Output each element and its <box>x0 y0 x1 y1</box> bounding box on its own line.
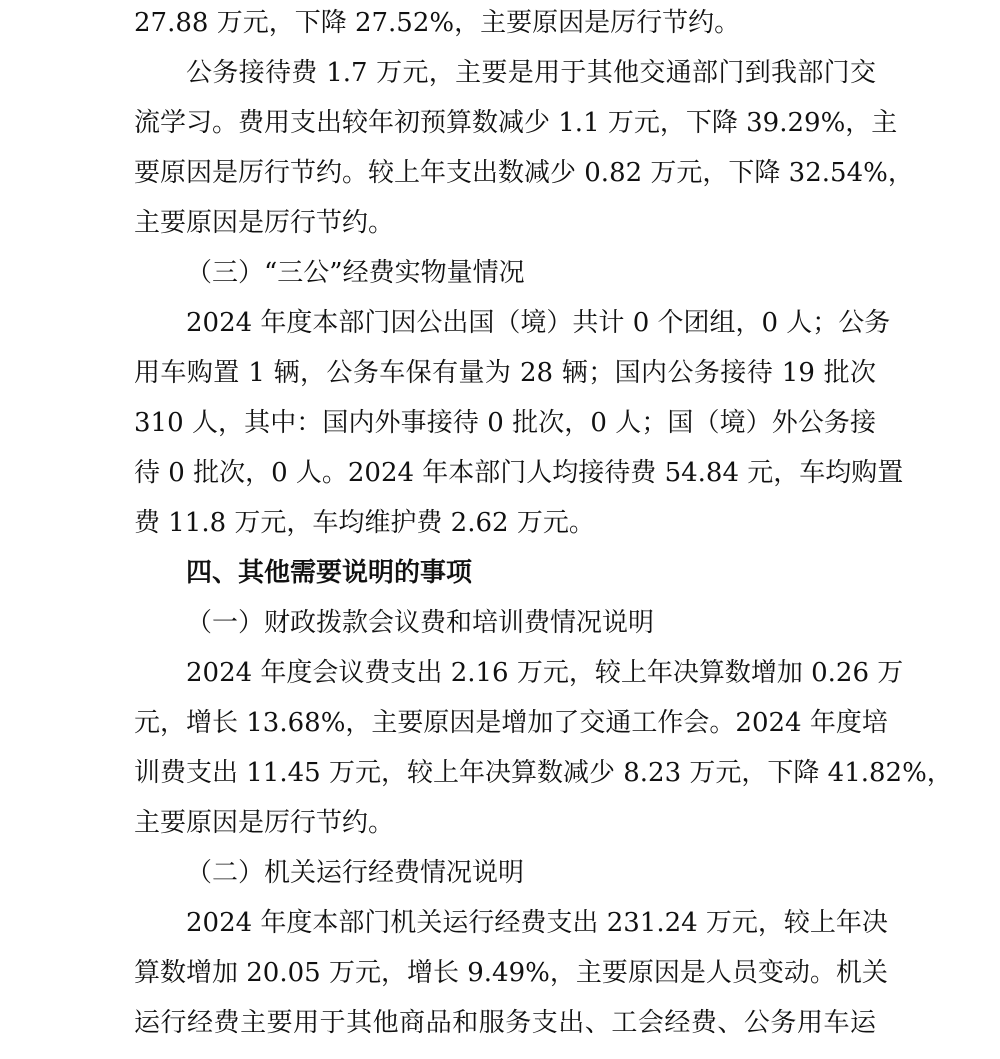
section-heading: （二）机关运行经费情况说明 <box>186 858 525 888</box>
paragraph-line: 流学习。费用支出较年初预算数减少 1.1 万元，下降 39.29%，主 <box>134 108 898 138</box>
paragraph-line: 2024 年度本部门因公出国（境）共计 0 个团组，0 人；公务 <box>186 308 891 338</box>
paragraph-line: 要原因是厉行节约。较上年支出数减少 0.82 万元，下降 32.54%， <box>134 158 914 188</box>
paragraph-line: 2024 年度本部门机关运行经费支出 231.24 万元，较上年决 <box>186 908 888 938</box>
paragraph-line: 主要原因是厉行节约。 <box>134 208 395 238</box>
section-heading: （三）“三公”经费实物量情况 <box>186 258 525 288</box>
paragraph-line: 训费支出 11.45 万元，较上年决算数减少 8.23 万元，下降 41.82%， <box>134 758 953 788</box>
paragraph-line: 公务接待费 1.7 万元，主要是用于其他交通部门到我部门交 <box>186 58 876 88</box>
paragraph-line: 2024 年度会议费支出 2.16 万元，较上年决算数增加 0.26 万 <box>186 658 904 688</box>
paragraph-line: 用车购置 1 辆，公务车保有量为 28 辆；国内公务接待 19 批次 <box>134 358 876 388</box>
section-heading: （一）财政拨款会议费和培训费情况说明 <box>186 608 655 638</box>
paragraph-line: 运行经费主要用于其他商品和服务支出、工会经费、公务用车运 <box>134 1008 876 1038</box>
paragraph-line: 主要原因是厉行节约。 <box>134 808 395 838</box>
paragraph-line: 费 11.8 万元，车均维护费 2.62 万元。 <box>134 508 595 538</box>
major-heading: 四、其他需要说明的事项 <box>186 558 473 588</box>
paragraph-line: 待 0 批次，0 人。2024 年本部门人均接待费 54.84 元，车均购置 <box>134 458 904 488</box>
paragraph-line: 元，增长 13.68%，主要原因是增加了交通工作会。2024 年度培 <box>134 708 888 738</box>
paragraph-line: 310 人，其中：国内外事接待 0 批次，0 人；国（境）外公务接 <box>134 408 876 438</box>
paragraph-line: 27.88 万元，下降 27.52%，主要原因是厉行节约。 <box>134 8 741 38</box>
paragraph-line: 算数增加 20.05 万元，增长 9.49%，主要原因是人员变动。机关 <box>134 958 888 988</box>
